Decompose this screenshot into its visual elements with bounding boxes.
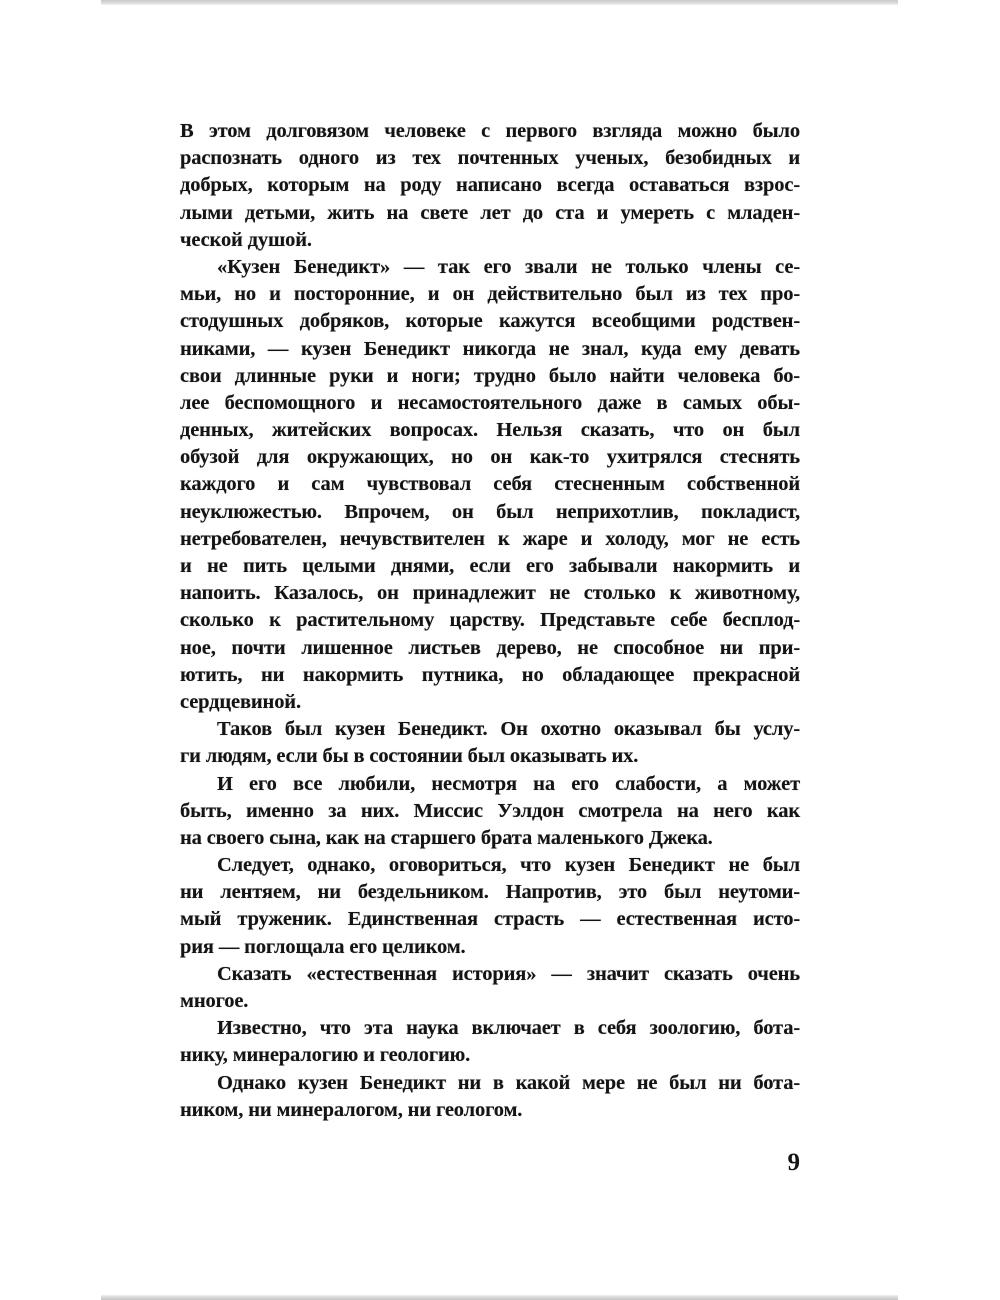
text-line: сердцевиной. bbox=[180, 690, 301, 713]
page-bottom-edge bbox=[101, 1295, 898, 1300]
text-line: Однако кузен Бенедикт ни в какой мере не был ни бота- bbox=[217, 1071, 800, 1094]
text-line: добрых, которым на роду написано всегда оставаться взрос- bbox=[180, 174, 800, 197]
text-line: рия — поглощала его целиком. bbox=[180, 935, 466, 958]
paragraph bbox=[180, 1015, 800, 1069]
text-line: денных, житейских вопросах. Нельзя сказать, что он был bbox=[180, 419, 800, 442]
text-line: Таков был кузен Бенедикт. Он охотно оказывал бы услу- bbox=[217, 718, 800, 741]
paragraph bbox=[180, 254, 800, 716]
text-line: ное, почти лишенное листьев дерево, не способное ни при- bbox=[180, 636, 800, 659]
text-line: сколько к растительному царству. Представьте себе бесплод- bbox=[180, 609, 800, 632]
text-line: никами, — кузен Бенедикт никогда не знал, куда ему девать bbox=[180, 337, 800, 360]
text-line: Известно, что эта наука включает в себя зоологию, бота- bbox=[217, 1017, 800, 1040]
text-line: нетребователен, нечувствителен к жаре и холоду, мог не есть bbox=[180, 527, 800, 550]
text-line: мый труженик. Единственная страсть — естественная исто- bbox=[180, 908, 800, 931]
text-line: каждого и сам чувствовал себя стесненным собственной bbox=[180, 473, 800, 496]
text-line: ческой душой. bbox=[180, 228, 312, 251]
text-line: ги людям, если бы в состоянии был оказывать их. bbox=[180, 745, 639, 768]
text-line: Сказать «естественная история» — значит сказать очень bbox=[217, 962, 800, 985]
paragraph bbox=[180, 771, 800, 853]
text-line: быть, именно за них. Миссис Уэлдон смотрела на него как bbox=[180, 799, 800, 822]
paragraph bbox=[180, 961, 800, 1015]
paragraph bbox=[180, 118, 800, 254]
text-line: нику, минералогию и геологию. bbox=[180, 1044, 471, 1067]
text-line: свои длинные руки и ноги; трудно было найти человека бо- bbox=[180, 364, 800, 387]
text-line: обузой для окружающих, но он как-то ухитрялся стеснять bbox=[180, 446, 800, 469]
text-line: неуклюжестью. Впрочем, он был неприхотлив, покладист, bbox=[180, 500, 800, 523]
text-line: «Кузен Бенедикт» — так его звали не только члены се- bbox=[217, 255, 800, 278]
text-line: стодушных добряков, которые кажутся всеобщими родствен- bbox=[180, 310, 800, 333]
paragraph bbox=[180, 1070, 800, 1124]
text-line: ютить, ни накормить путника, но обладающее прекрасной bbox=[180, 663, 800, 686]
text-line: В этом долговязом человеке с первого взгляда можно было bbox=[180, 120, 800, 142]
text-line: на своего сына, как на старшего брата маленького Джека. bbox=[180, 826, 713, 849]
page-body-text bbox=[180, 118, 800, 1124]
text-line: мьи, но и посторонние, и он действительно был из тех про- bbox=[180, 283, 800, 306]
text-line: ником, ни минералогом, ни геологом. bbox=[180, 1098, 523, 1121]
text-line: многое. bbox=[180, 990, 249, 1012]
paragraph bbox=[180, 716, 800, 770]
text-line: Следует, однако, оговориться, что кузен Бенедикт не был bbox=[217, 854, 800, 877]
text-line: и не пить целыми днями, если его забывали накормить и bbox=[180, 555, 800, 577]
page-top-edge bbox=[101, 0, 898, 5]
text-line: И его все любили, несмотря на его слабости, а может bbox=[217, 772, 800, 795]
text-line: лыми детьми, жить на свете лет до ста и умереть с младен- bbox=[180, 201, 800, 224]
text-line: распознать одного из тех почтенных ученых, безобидных и bbox=[180, 147, 800, 170]
page-number: 9 bbox=[787, 1149, 800, 1176]
text-line: ни лентяем, ни бездельником. Напротив, это был неутоми- bbox=[180, 881, 800, 904]
text-line: лее беспомощного и несамостоятельного даже в самых обы- bbox=[180, 391, 800, 414]
text-line: напоить. Казалось, он принадлежит не столько к животному, bbox=[180, 582, 800, 605]
paragraph bbox=[180, 852, 800, 961]
